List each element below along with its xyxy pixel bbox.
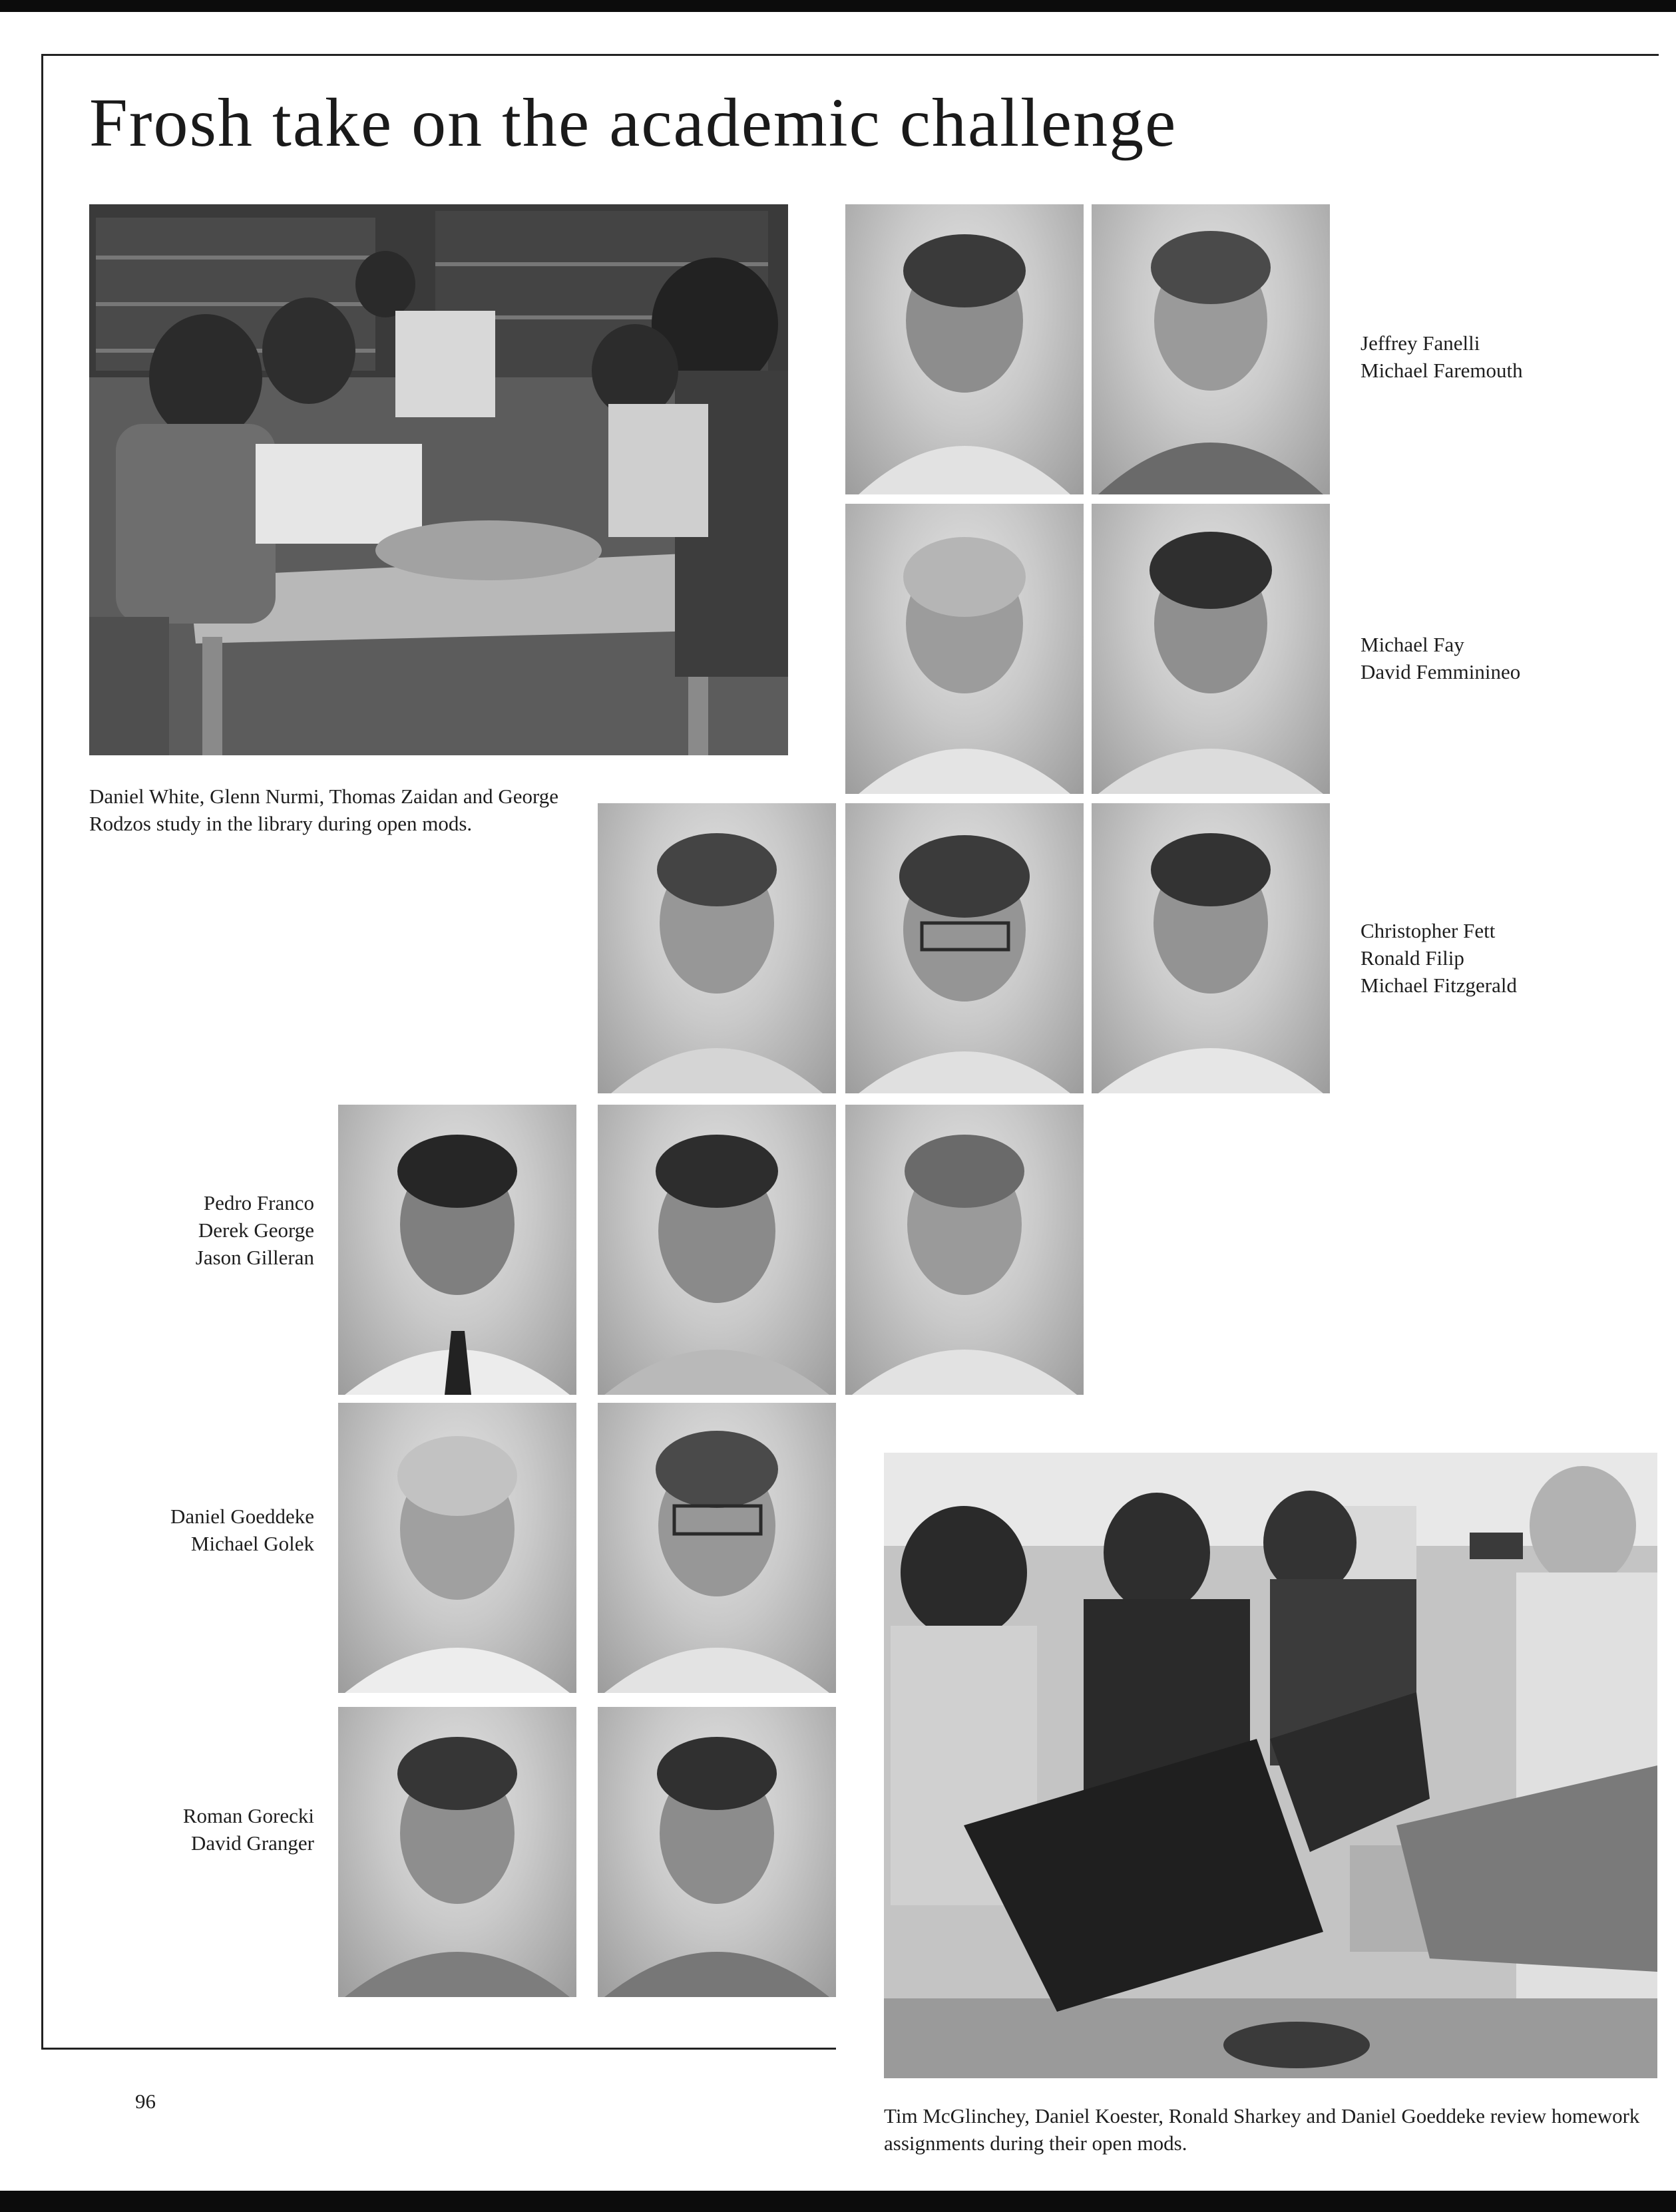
student-name: Michael Golek [190, 1532, 314, 1555]
library-photo-caption: Daniel White, Glenn Nurmi, Thomas Zaidan and George Rodzos study in the library during open mods. [89, 785, 559, 835]
scan-border-bottom [0, 2191, 1676, 2212]
portrait-photo [845, 803, 1084, 1093]
student-name: Derek George [198, 1218, 314, 1242]
portrait-names-row-3 [1361, 917, 1517, 999]
portrait-names-row-2 [1361, 631, 1520, 685]
portrait-photo [1092, 204, 1330, 494]
page-frame-top-rule [41, 54, 1659, 56]
student-name: Daniel Goeddeke [170, 1505, 314, 1528]
student-name: Jeffrey Fanelli [1361, 331, 1480, 355]
scan-border-top [0, 0, 1676, 12]
library-study-photo [89, 204, 788, 755]
portrait-photo [598, 1707, 836, 1997]
page-number: 96 [135, 2090, 156, 2113]
portrait-photo [338, 1105, 576, 1395]
portrait-photo [845, 504, 1084, 794]
portrait-photo [1092, 803, 1330, 1093]
portrait-photo [598, 1403, 836, 1693]
student-name: David Femminineo [1361, 660, 1521, 683]
student-name: Roman Gorecki [182, 1804, 314, 1827]
student-name: Christopher Fett [1361, 919, 1496, 942]
portrait-photo [598, 1105, 836, 1395]
page-frame-left-rule [41, 54, 43, 2050]
student-name: Michael Fay [1361, 633, 1464, 656]
homework-photo-caption: Tim McGlinchey, Daniel Koester, Ronald Sharkey and Daniel Goeddeke review homework assignments during their open mods. [884, 2104, 1640, 2155]
portrait-photo [845, 204, 1084, 494]
portrait-names-row-4 [120, 1189, 314, 1271]
portrait-photo [1092, 504, 1330, 794]
student-name: Michael Fitzgerald [1361, 974, 1517, 997]
student-name: Ronald Filip [1361, 946, 1464, 970]
portrait-photo [338, 1403, 576, 1693]
page-headline: Frosh take on the academic challenge [89, 85, 1177, 161]
portrait-photo [845, 1105, 1084, 1395]
portrait-names-row-5 [120, 1503, 314, 1557]
student-name: Pedro Franco [203, 1191, 314, 1214]
portrait-names-row-1 [1361, 329, 1523, 384]
student-name: David Granger [190, 1831, 314, 1855]
student-name: Jason Gilleran [195, 1246, 314, 1269]
portrait-photo [598, 803, 836, 1093]
homework-review-photo [884, 1453, 1657, 2078]
student-name: Michael Faremouth [1361, 359, 1523, 382]
portrait-photo [338, 1707, 576, 1997]
portrait-names-row-6 [120, 1802, 314, 1857]
page-frame-bottom-rule [41, 2048, 836, 2050]
